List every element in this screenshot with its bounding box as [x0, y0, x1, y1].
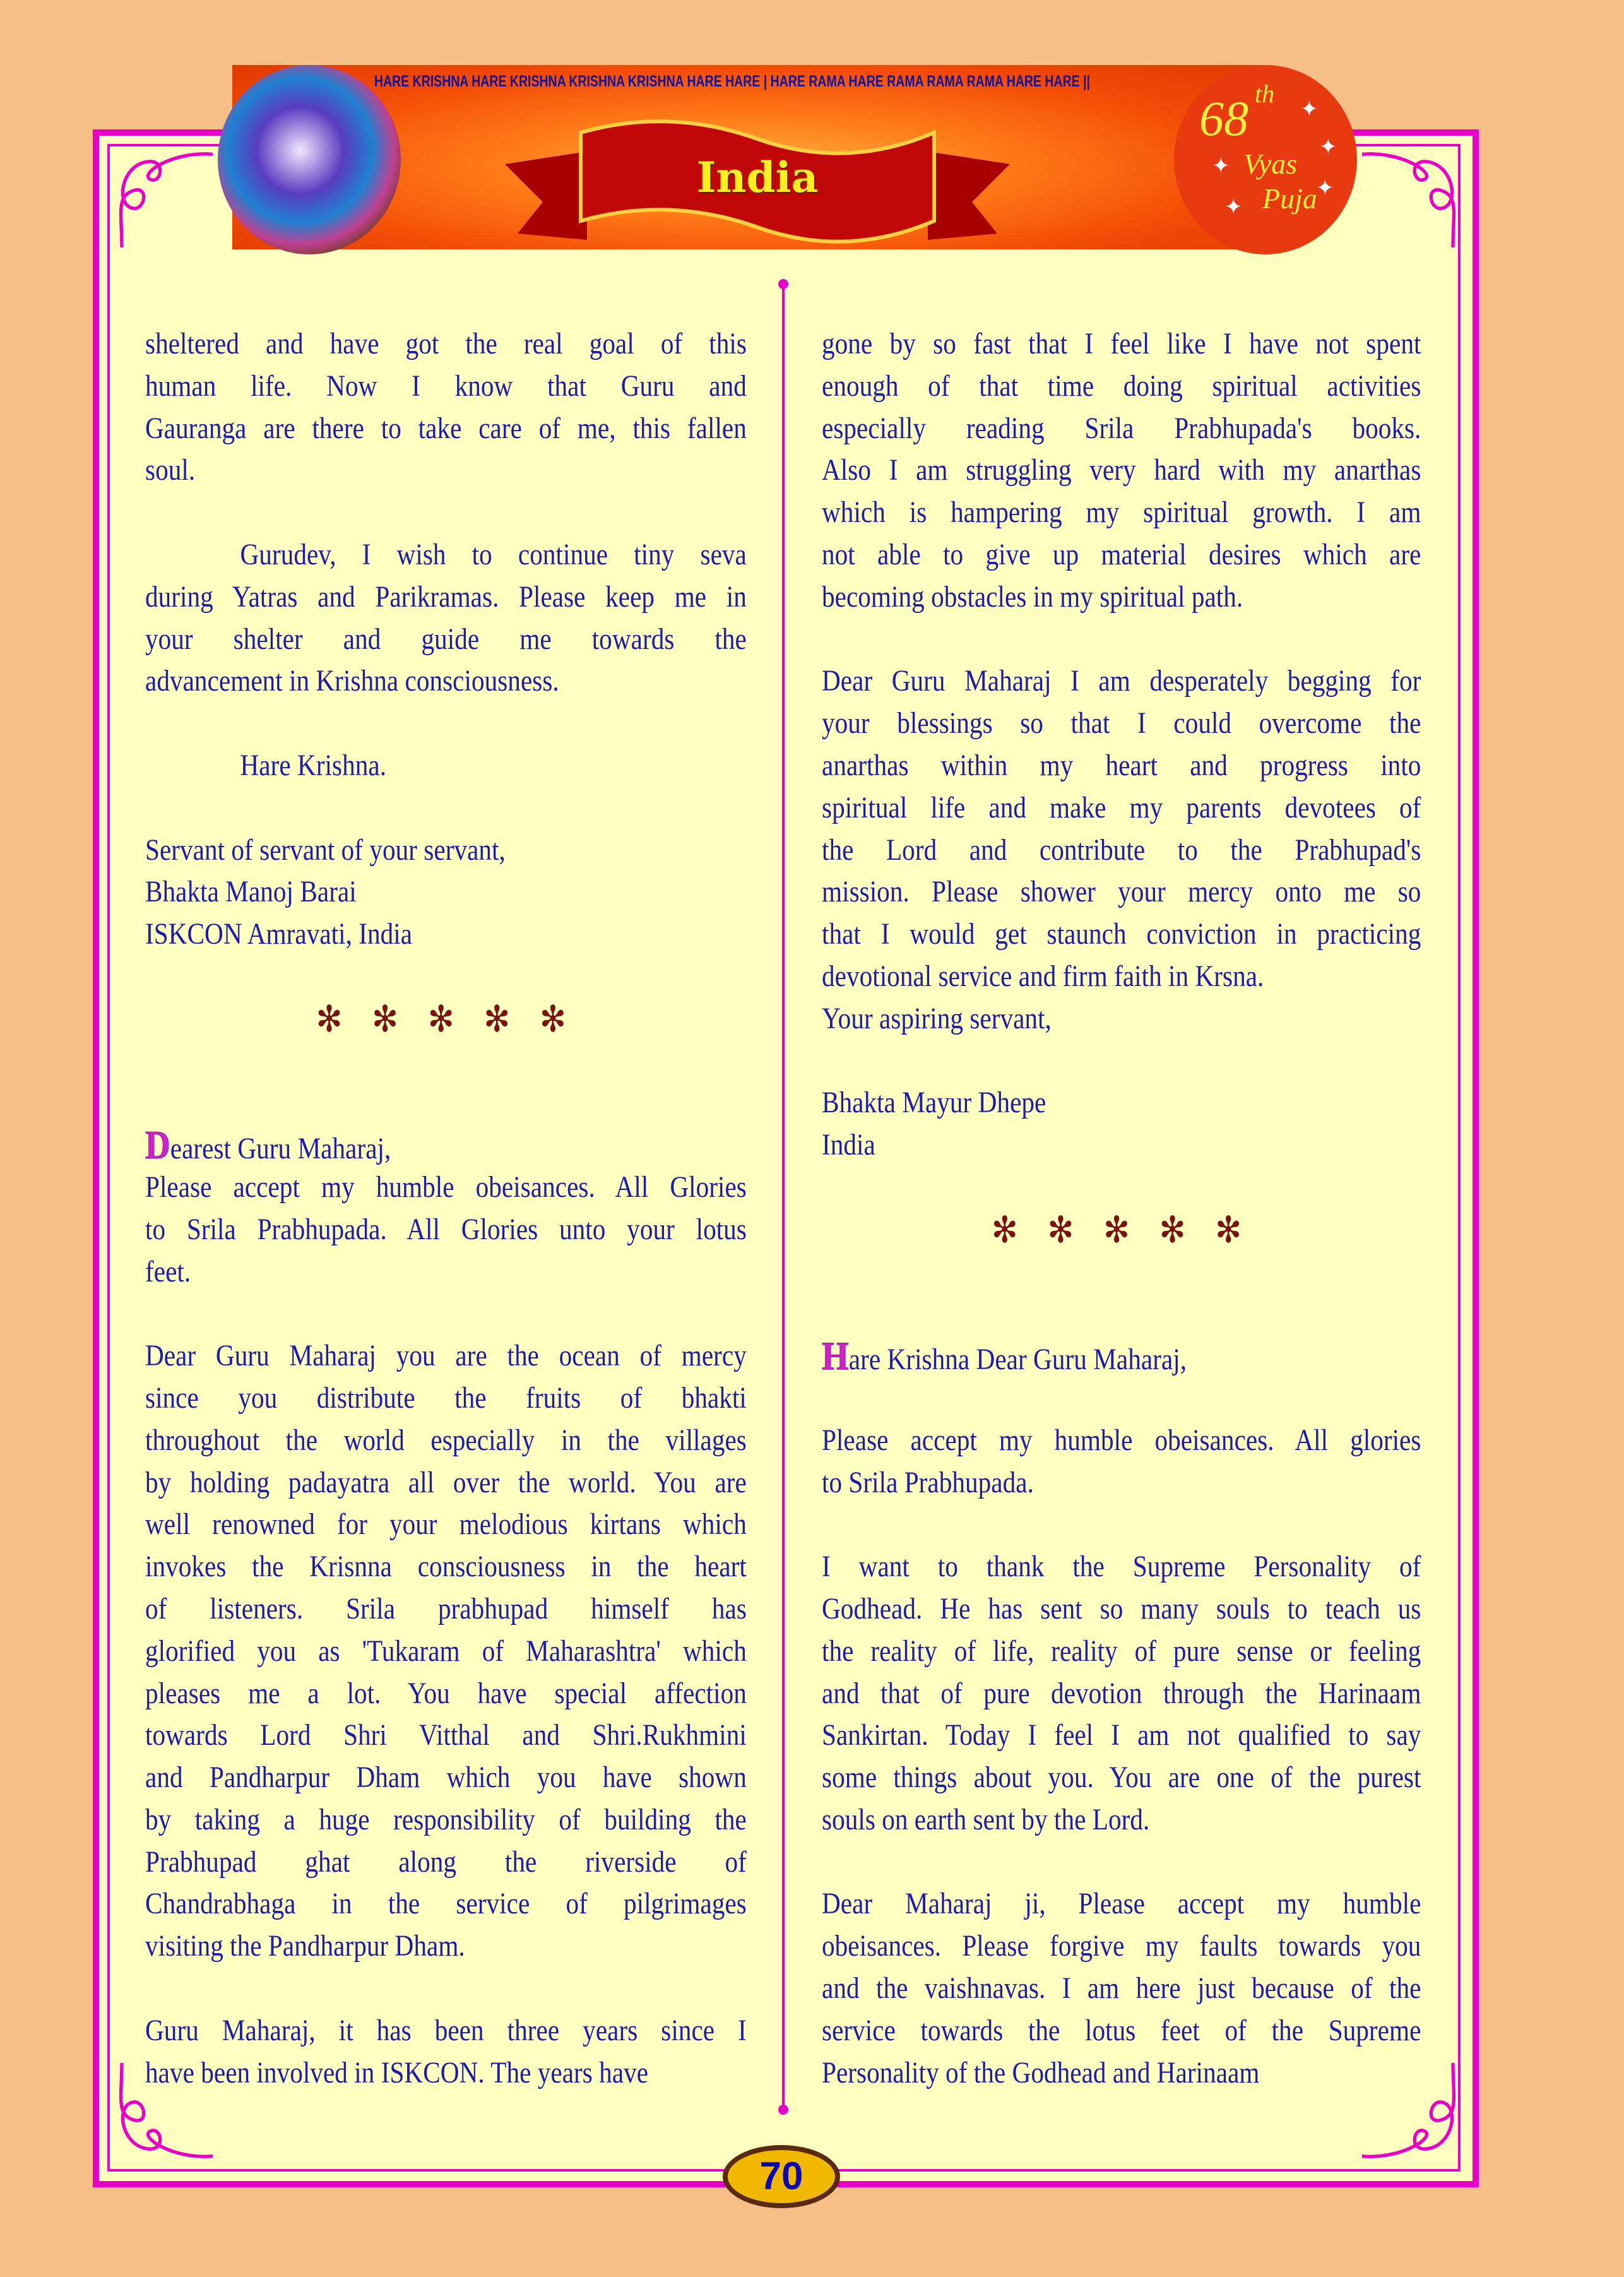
- text-line: Sankirtan. Today I feel I am not qualified to say: [822, 1718, 1421, 1752]
- text-line: some things about you. You are one of the purest: [822, 1761, 1421, 1795]
- text-line: anarthas within my heart and progress into: [822, 748, 1421, 782]
- text-line: Gauranga are there to take care of me, this fallen: [145, 411, 747, 445]
- blank-line: [822, 1377, 1421, 1420]
- vyas-puja-badge: [1174, 65, 1357, 254]
- text-line: Godhead. He has sent so many souls to teach us: [822, 1591, 1421, 1626]
- paragraph: [822, 1546, 1421, 1841]
- deity-medallion-image: [218, 65, 401, 254]
- section-separator: ✻ ✻ ✻ ✻ ✻: [991, 1208, 1252, 1251]
- text-line: mission. Please shower your mercy onto me so: [822, 875, 1421, 909]
- text-line: to Srila Prabhupada.: [822, 1465, 1034, 1499]
- blank-line: [822, 619, 1421, 661]
- paragraph: [822, 660, 1421, 997]
- blank-line: [145, 956, 747, 998]
- text-line: throughout the world especially in the villages: [145, 1423, 747, 1457]
- text-line: Prabhupad ghat along the riverside of: [145, 1845, 747, 1879]
- blank-line: [822, 1841, 1421, 1884]
- blank-line: [822, 1504, 1421, 1546]
- paragraph: [145, 2010, 747, 2095]
- column-divider: [782, 284, 785, 2108]
- text-line: obeisances. Please forgive my faults towards you: [822, 1929, 1421, 1963]
- page-title: India: [696, 153, 819, 202]
- blank-line: [145, 1293, 747, 1335]
- text-line: Guru Maharaj, it has been three years since I: [145, 2013, 747, 2047]
- text-line: ISKCON Amravati, India: [145, 917, 413, 951]
- text-line: and that of pure devotion through the Harinaam: [822, 1676, 1421, 1710]
- text-line-rest: are Krishna Dear Guru Maharaj,: [848, 1343, 1187, 1377]
- paragraph: [145, 1335, 747, 1968]
- drop-cap: H: [822, 1333, 849, 1379]
- paragraph: [822, 323, 1421, 619]
- text-line: [822, 1335, 1421, 1377]
- paragraph: [822, 1082, 1421, 1167]
- text-line: feet.: [145, 1254, 191, 1288]
- text-line: the Lord and contribute to the Prabhupad's: [822, 833, 1421, 867]
- text-line: by holding padayatra all over the world. You are: [145, 1465, 747, 1499]
- text-line: not able to give up material desires which are: [822, 537, 1421, 571]
- text-line: advancement in Krishna consciousness.: [145, 664, 559, 698]
- text-line: glorified you as 'Tukaram of Maharashtra' which: [145, 1634, 747, 1668]
- blank-line: [145, 1968, 747, 2010]
- badge-line2: Puja: [1262, 182, 1317, 215]
- text-line: of listeners. Srila prabhupad himself has: [145, 1591, 747, 1626]
- sparkle-icon: ✦: [1212, 155, 1230, 178]
- right-column: [822, 323, 1421, 2094]
- text-line: that I would get staunch conviction in practicing: [822, 917, 1421, 951]
- divider-dot: [778, 279, 788, 289]
- text-line: devotional service and firm faith in Krsna.: [822, 959, 1264, 993]
- text-line-rest: earest Guru Maharaj,: [170, 1132, 391, 1166]
- badge-line1: Vyas: [1243, 148, 1298, 180]
- text-line: towards Lord Shri Vitthal and Shri.Rukhmini: [145, 1718, 747, 1752]
- page-number: 70: [723, 2145, 840, 2208]
- blank-line: [145, 1082, 747, 1124]
- paragraph: [145, 745, 747, 787]
- text-line: your shelter and guide me towards the: [145, 622, 747, 656]
- text-line: and Pandharpur Dham which you have shown: [145, 1761, 747, 1795]
- blank-line: [145, 492, 747, 534]
- blank-line: [822, 1167, 1421, 1209]
- drop-cap: D: [145, 1122, 170, 1168]
- text-line: which is hampering my spiritual growth. I am: [822, 496, 1421, 530]
- paragraph: [822, 1335, 1421, 1377]
- text-line: visiting the Pandharpur Dham.: [145, 1929, 465, 1963]
- corner-ornament-icon: [110, 145, 224, 259]
- text-line: I want to thank the Supreme Personality of: [822, 1550, 1421, 1584]
- left-column: [145, 323, 747, 2094]
- text-line: sheltered and have got the real goal of this: [145, 327, 747, 360]
- text-line: during Yatras and Parikramas. Please keep me in: [145, 580, 747, 614]
- text-line: by taking a huge responsibility of building the: [145, 1802, 747, 1836]
- text-line: human life. Now I know that Guru and: [145, 369, 747, 403]
- text-line: [145, 1124, 747, 1167]
- text-line: Dear Guru Maharaj you are the ocean of mercy: [145, 1339, 747, 1373]
- text-line: spiritual life and make my parents devotees of: [822, 790, 1421, 824]
- text-line: and the vaishnavas. I am here just because of the: [822, 1971, 1421, 2006]
- text-line: Chandrabhaga in the service of pilgrimages: [145, 1887, 747, 1921]
- blank-line: [145, 1040, 747, 1083]
- text-line: Please accept my humble obeisances. All glories: [822, 1423, 1421, 1457]
- blank-line: [822, 1040, 1421, 1083]
- blank-line: [145, 703, 747, 745]
- title-ribbon: [505, 114, 1010, 246]
- sparkle-icon: ✦: [1224, 196, 1243, 219]
- paragraph: [822, 1883, 1421, 2094]
- text-line: Gurudev, I wish to continue tiny seva: [240, 537, 747, 571]
- text-line: Also I am struggling very hard with my anarthas: [822, 453, 1421, 487]
- text-line: gone by so fast that I feel like I have not spent: [822, 327, 1421, 360]
- text-line: since you distribute the fruits of bhakti: [145, 1381, 747, 1415]
- text-line: becoming obstacles in my spiritual path.: [822, 580, 1243, 614]
- text-line: have been involved in ISKCON. The years have: [145, 2055, 649, 2090]
- text-line: India: [822, 1128, 875, 1162]
- blank-line: [822, 1251, 1421, 1293]
- blank-line: [822, 1293, 1421, 1335]
- text-line: Please accept my humble obeisances. All Glories: [145, 1170, 747, 1204]
- text-line: soul.: [145, 453, 196, 487]
- paragraph: [822, 1420, 1421, 1504]
- text-line: invokes the Krisnna consciousness in the heart: [145, 1550, 747, 1584]
- text-line: to Srila Prabhupada. All Glories unto your lotus: [145, 1212, 747, 1246]
- sparkle-icon: ✦: [1319, 136, 1337, 159]
- text-line: Dear Maharaj ji, Please accept my humble: [822, 1887, 1421, 1921]
- text-line: Bhakta Mayur Dhepe: [822, 1086, 1046, 1120]
- text-line: enough of that time doing spiritual activities: [822, 369, 1421, 403]
- text-line: Bhakta Manoj Barai: [145, 875, 357, 909]
- paragraph: [145, 534, 747, 703]
- text-line: Personality of the Godhead and Harinaam: [822, 2055, 1260, 2090]
- sparkle-icon: ✦: [1300, 98, 1319, 121]
- text-line: well renowned for your melodious kirtans which: [145, 1507, 747, 1542]
- text-line: the reality of life, reality of pure sense or feeling: [822, 1634, 1421, 1668]
- paragraph: [145, 829, 747, 956]
- badge-number: 68: [1199, 91, 1248, 146]
- text-line: your blessings so that I could overcome the: [822, 706, 1421, 740]
- section-separator: ✻ ✻ ✻ ✻ ✻: [316, 997, 576, 1040]
- divider-dot: [778, 2105, 788, 2115]
- text-line: Hare Krishna.: [240, 748, 387, 782]
- text-line: service towards the lotus feet of the Supreme: [822, 2013, 1421, 2047]
- badge-suffix: th: [1255, 80, 1275, 108]
- corner-ornament-icon: [1351, 145, 1464, 259]
- paragraph: [145, 1167, 747, 1293]
- paragraph: [145, 323, 747, 492]
- text-line: souls on earth sent by the Lord.: [822, 1802, 1150, 1836]
- blank-line: [145, 787, 747, 829]
- text-line: Your aspiring servant,: [822, 1001, 1052, 1035]
- header-mantra: HARE KRISHNA HARE KRISHNA KRISHNA KRISHNA HARE HARE | HARE RAMA HARE RAMA RAMA RAMA HARE HARE ||: [374, 73, 1091, 90]
- text-line: Dear Guru Maharaj I am desperately begging for: [822, 664, 1421, 698]
- text-line: Servant of servant of your servant,: [145, 833, 506, 867]
- text-line: pleases me a lot. You have special affection: [145, 1676, 747, 1710]
- text-line: especially reading Srila Prabhupada's books.: [822, 411, 1421, 445]
- paragraph: [822, 998, 1421, 1040]
- sparkle-icon: ✦: [1316, 177, 1334, 200]
- paragraph: [145, 1124, 747, 1167]
